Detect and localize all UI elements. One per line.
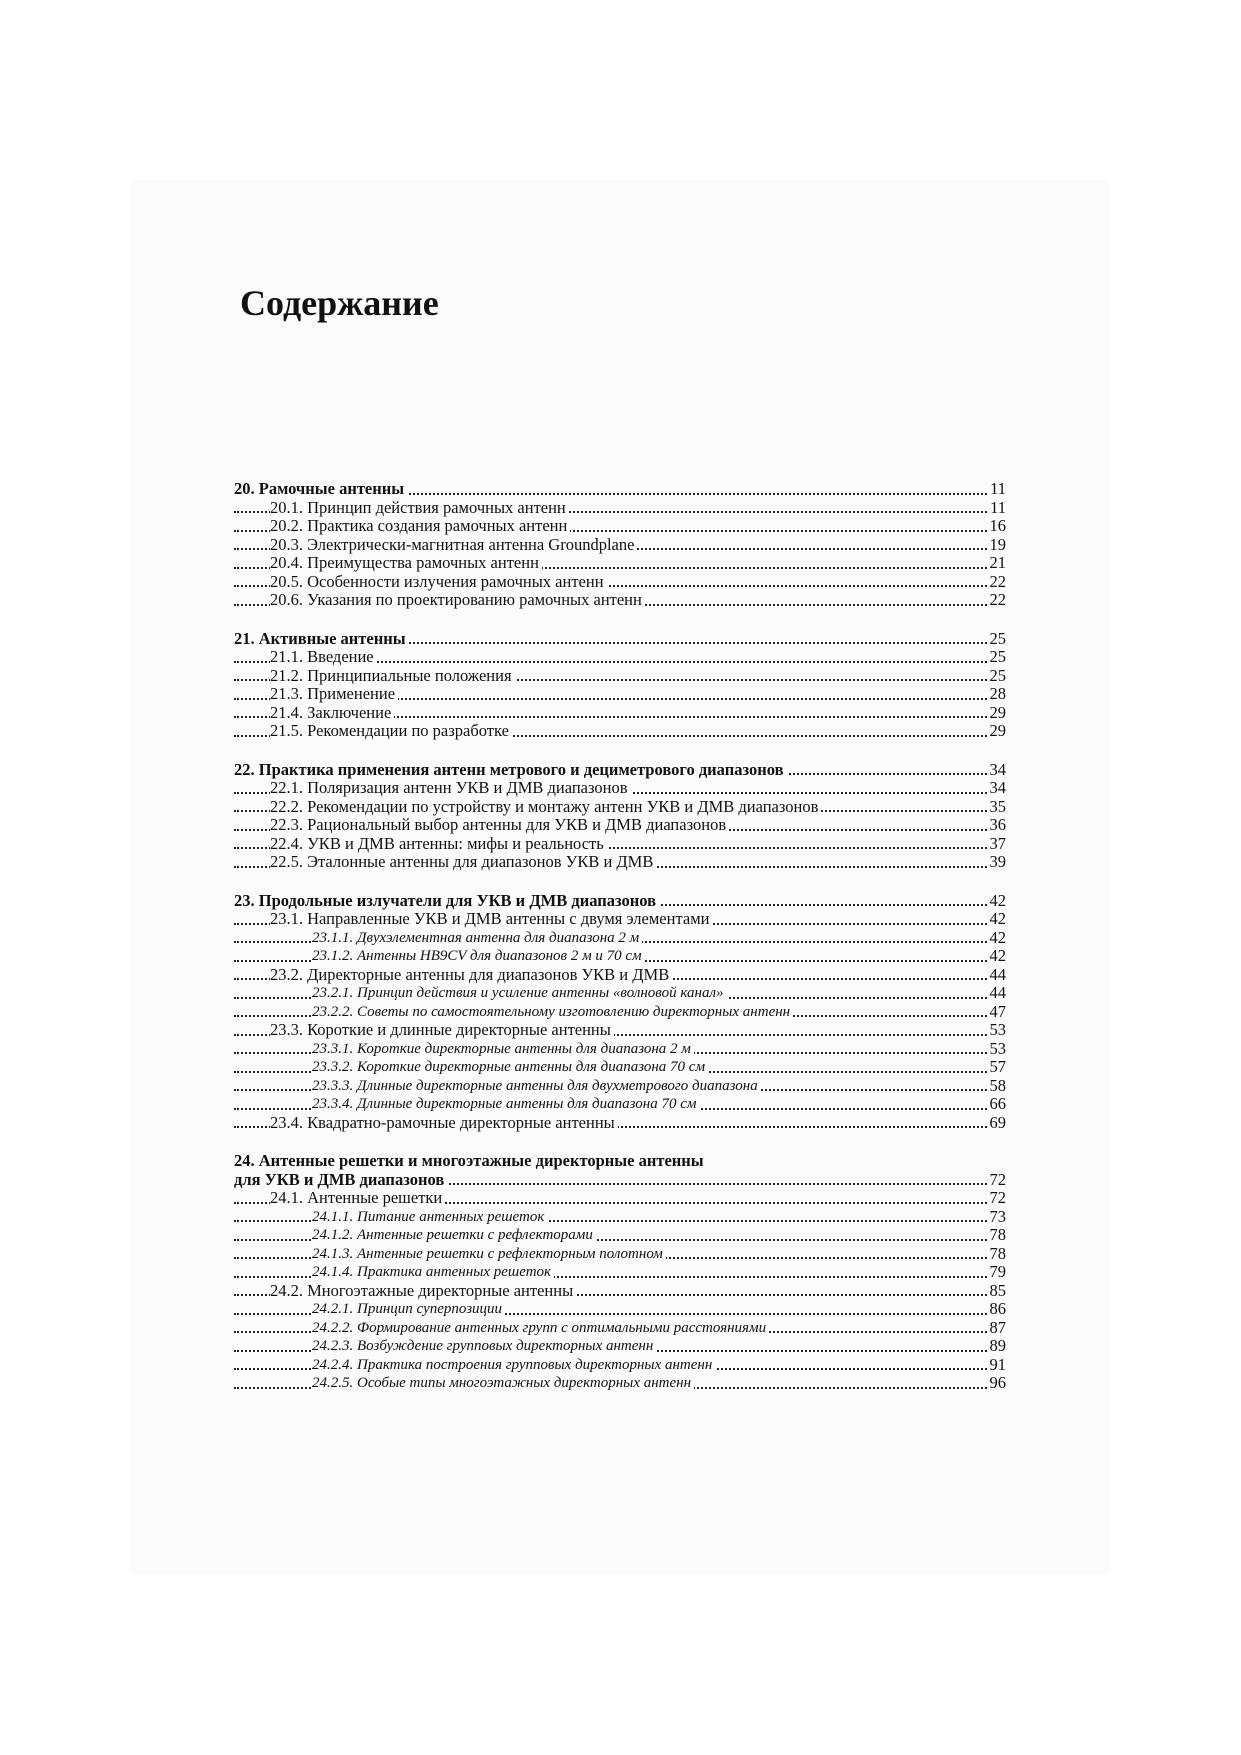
toc-page-number: 44 bbox=[987, 966, 1007, 985]
toc-entry-number: 24.2.1. bbox=[312, 1301, 354, 1317]
toc-entry-text: Принцип действия и усиление антенны «волновой канал» bbox=[357, 985, 724, 1001]
toc-entry-text: Рамочные антенны bbox=[258, 479, 405, 498]
section-gap bbox=[234, 741, 1006, 761]
toc-subsection[interactable] bbox=[234, 1337, 1006, 1356]
toc-subsection[interactable] bbox=[234, 1095, 1006, 1114]
toc-entry-number: 20. bbox=[234, 479, 255, 498]
toc-entry-title bbox=[312, 1337, 656, 1356]
toc-entry-title bbox=[270, 835, 607, 854]
toc-entry-text: Введение bbox=[307, 647, 374, 666]
toc-page-number: 11 bbox=[987, 480, 1006, 499]
toc-entry-number: 20.2. bbox=[270, 516, 303, 535]
toc-entry-text: для УКВ и ДМВ диапазонов bbox=[234, 1169, 445, 1189]
toc-entry-number: 23.3.3. bbox=[312, 1077, 354, 1094]
toc-section[interactable] bbox=[234, 835, 1006, 854]
toc-page-number: 89 bbox=[987, 1337, 1007, 1356]
toc-entry-text: Практика построения групповых директорных антенн bbox=[357, 1356, 713, 1373]
toc-page-number: 25 bbox=[987, 667, 1007, 686]
toc-page-number: 87 bbox=[987, 1319, 1007, 1338]
toc-entry-title bbox=[270, 910, 712, 929]
toc-entry-text: Поляризация антенн УКВ и ДМВ диапазонов bbox=[307, 778, 628, 797]
section-gap bbox=[234, 610, 1006, 630]
toc-entry-text: Особенности излучения рамочных антенн bbox=[307, 571, 604, 591]
toc-page-number: 28 bbox=[987, 685, 1007, 704]
toc-entry-number: 24.1.3. bbox=[312, 1245, 354, 1262]
toc-page-number: 78 bbox=[987, 1245, 1007, 1264]
toc-subsection[interactable] bbox=[234, 1208, 1006, 1227]
toc-subsection[interactable] bbox=[234, 1356, 1006, 1375]
toc-section[interactable] bbox=[234, 1114, 1006, 1133]
toc-entry-title bbox=[270, 966, 672, 985]
toc-entry-text: УКВ и ДМВ антенны: мифы и реальность bbox=[307, 833, 604, 853]
toc-subsection[interactable] bbox=[234, 1319, 1006, 1338]
toc-entry-text: Антенные решетки с рефлекторами bbox=[357, 1227, 593, 1243]
toc-subsection[interactable] bbox=[234, 929, 1006, 948]
toc-page-number: 34 bbox=[987, 779, 1007, 798]
toc-entry-number: 23.2. bbox=[270, 964, 303, 984]
toc-entry-text: Длинные директорные антенны для двухметрового диапазона bbox=[357, 1077, 758, 1094]
toc-entry-text: Эталонные антенны для диапазонов УКВ и ДМВ bbox=[307, 852, 654, 871]
toc-page-number: 36 bbox=[987, 816, 1007, 835]
toc-entry-title bbox=[312, 1374, 694, 1393]
toc-entry-number: 23.3. bbox=[270, 1020, 303, 1039]
toc-chapter[interactable] bbox=[234, 1171, 1006, 1190]
toc-entry-text: Принципиальные положения bbox=[307, 665, 512, 685]
toc-entry-title bbox=[312, 929, 642, 948]
toc-subsection[interactable] bbox=[234, 984, 1006, 1003]
toc-entry-number: 20.1. bbox=[270, 497, 303, 517]
toc-page-number: 29 bbox=[987, 704, 1007, 723]
toc-section[interactable] bbox=[234, 798, 1006, 817]
toc-entry-title bbox=[312, 1263, 554, 1282]
toc-entry-title bbox=[312, 984, 727, 1003]
toc-page-number: 22 bbox=[987, 591, 1007, 610]
toc-entry-title bbox=[270, 1021, 614, 1040]
toc-page-number: 96 bbox=[987, 1374, 1007, 1393]
toc-entry-title bbox=[270, 536, 637, 555]
toc-entry-title bbox=[312, 1077, 761, 1096]
toc-entry-text: Особые типы многоэтажных директорных антенн bbox=[357, 1375, 692, 1391]
toc-entry-title bbox=[234, 892, 659, 911]
toc-entry-text: Короткие директорные антенны для диапазона 2 м bbox=[357, 1040, 691, 1057]
toc-entry-number: 20.5. bbox=[270, 571, 303, 591]
toc-entry-text: Направленные УКВ и ДМВ антенны с двумя элементами bbox=[307, 909, 710, 928]
toc-entry-text: Короткие директорные антенны для диапазона 70 см bbox=[357, 1059, 706, 1075]
toc-entry-number: 23.3.2. bbox=[312, 1059, 354, 1075]
toc-entry-number: 23.1. bbox=[270, 909, 303, 928]
toc-entry-number: 23.4. bbox=[270, 1112, 303, 1132]
toc-entry-text: Рекомендации по разработке bbox=[307, 721, 509, 740]
toc-entry-number: 22.5. bbox=[270, 852, 303, 871]
toc-entry-text: Применение bbox=[307, 684, 396, 703]
toc-entry-number: 23.2.1. bbox=[312, 985, 354, 1001]
toc-heading-line: 24. Антенные решетки и многоэтажные директорные антенны bbox=[234, 1151, 704, 1170]
toc-entry-text: Питание антенных решеток bbox=[357, 1208, 545, 1225]
toc-section[interactable] bbox=[234, 910, 1006, 929]
toc-entry-number: 21.2. bbox=[270, 665, 303, 685]
toc-entry-title bbox=[312, 1245, 666, 1264]
toc-page-number: 73 bbox=[987, 1208, 1007, 1227]
toc-page-number: 29 bbox=[987, 722, 1007, 741]
toc-entry-number: 20.6. bbox=[270, 590, 303, 609]
toc-page-number: 66 bbox=[987, 1095, 1007, 1114]
toc-entry-number: 21. bbox=[234, 628, 255, 648]
toc-entry-title bbox=[234, 1171, 447, 1190]
toc-entry-text: Антенные решетки bbox=[307, 1188, 443, 1207]
toc-section[interactable] bbox=[234, 704, 1006, 723]
toc-entry-title bbox=[270, 779, 631, 798]
toc-section[interactable] bbox=[234, 499, 1006, 518]
toc-page-number: 72 bbox=[987, 1189, 1007, 1208]
toc-section[interactable] bbox=[234, 685, 1006, 704]
toc-section[interactable] bbox=[234, 1189, 1006, 1208]
toc-entry-text: Короткие и длинные директорные антенны bbox=[307, 1020, 611, 1039]
toc-page-number: 34 bbox=[987, 761, 1007, 780]
toc-entry-title bbox=[270, 1189, 445, 1208]
toc-page-number: 47 bbox=[987, 1003, 1007, 1022]
toc-entry-title bbox=[312, 1003, 793, 1022]
toc-section[interactable] bbox=[234, 648, 1006, 667]
toc-subsection[interactable] bbox=[234, 1003, 1006, 1022]
toc-entry-number: 24.2.5. bbox=[312, 1375, 354, 1391]
toc-entry-number: 21.4. bbox=[270, 702, 303, 722]
toc-page-number: 91 bbox=[987, 1356, 1007, 1375]
page-title: Содержание bbox=[240, 283, 439, 323]
toc-entry-title bbox=[312, 1356, 715, 1375]
toc-page-number: 25 bbox=[987, 648, 1007, 667]
toc-section[interactable] bbox=[234, 1021, 1006, 1040]
toc-entry-number: 21.1. bbox=[270, 647, 303, 666]
toc-entry-text: Антенные решетки с рефлекторным полотном bbox=[357, 1245, 663, 1262]
toc-subsection[interactable] bbox=[234, 1058, 1006, 1077]
toc-page-number: 86 bbox=[987, 1300, 1007, 1319]
toc-entry-title bbox=[270, 798, 821, 817]
toc-entry-text: Преимущества рамочных антенн bbox=[307, 553, 539, 572]
toc-entry-number: 24.2.3. bbox=[312, 1338, 354, 1354]
toc-page-number: 21 bbox=[987, 554, 1007, 573]
toc-entry-title bbox=[270, 704, 394, 723]
toc-entry-title bbox=[234, 630, 409, 649]
toc-entry-number: 22.1. bbox=[270, 778, 303, 797]
toc-entry-text: Электрически-магнитная антенна Groundplane bbox=[307, 534, 635, 554]
toc-section[interactable] bbox=[234, 536, 1006, 555]
toc-entry-text: Советы по самостоятельному изготовлению директорных антенн bbox=[357, 1003, 791, 1020]
toc-entry-text: Указания по проектированию рамочных антенн bbox=[307, 590, 642, 609]
toc-page-number: 42 bbox=[987, 892, 1007, 911]
toc-entry-number: 22.3. bbox=[270, 815, 303, 834]
section-gap bbox=[234, 872, 1006, 892]
toc-page-number: 16 bbox=[987, 517, 1007, 536]
toc-entry-title bbox=[312, 1095, 699, 1114]
toc-entry-text: Квадратно-рамочные директорные антенны bbox=[307, 1112, 615, 1132]
toc-entry-title bbox=[270, 1282, 576, 1301]
toc-entry-title bbox=[312, 1226, 596, 1245]
toc-subsection[interactable] bbox=[234, 1040, 1006, 1059]
toc-entry-number: 20.4. bbox=[270, 553, 303, 572]
toc-page-number: 53 bbox=[987, 1021, 1007, 1040]
toc-entry-text: Длинные директорные антенны для диапазона 70 см bbox=[357, 1096, 697, 1112]
toc-subsection[interactable] bbox=[234, 947, 1006, 966]
toc-subsection[interactable] bbox=[234, 1300, 1006, 1319]
toc-entry-text: Формирование антенных групп с оптимальными расстояниями bbox=[357, 1319, 767, 1336]
toc-page-number: 42 bbox=[987, 910, 1007, 929]
toc-entry-title bbox=[270, 722, 512, 741]
toc-entry-text: Принцип суперпозиции bbox=[357, 1301, 503, 1317]
toc-entry-text: Активные антенны bbox=[258, 628, 406, 648]
toc-section[interactable] bbox=[234, 517, 1006, 536]
toc-entry-number: 20.3. bbox=[270, 534, 303, 554]
toc-entry-number: 22.4. bbox=[270, 833, 303, 853]
toc-page-number: 85 bbox=[987, 1282, 1007, 1301]
toc-page-number: 53 bbox=[987, 1040, 1007, 1059]
toc-entry-title bbox=[312, 947, 645, 966]
toc-entry-number: 23.1.1. bbox=[312, 929, 354, 946]
toc-page-number: 37 bbox=[987, 835, 1007, 854]
toc-page-number: 44 bbox=[987, 984, 1007, 1003]
toc-entry-number: 23.1.2. bbox=[312, 948, 354, 964]
toc-entry-text: Заключение bbox=[307, 702, 392, 722]
toc-page-number: 22 bbox=[987, 573, 1007, 592]
toc-chapter[interactable] bbox=[234, 761, 1006, 780]
toc-entry-text: Практика создания рамочных антенн bbox=[307, 516, 568, 535]
toc-entry-text: Антенны HB9CV для диапазонов 2 м и 70 см bbox=[357, 948, 642, 964]
toc-entry-number: 21.5. bbox=[270, 721, 303, 740]
toc-chapter[interactable] bbox=[234, 480, 1006, 499]
toc-page-number: 25 bbox=[987, 630, 1007, 649]
toc-entry-title bbox=[270, 517, 570, 536]
toc-entry-number: 22.2. bbox=[270, 796, 303, 816]
toc-section[interactable] bbox=[234, 779, 1006, 798]
toc-entry-number: 23.3.1. bbox=[312, 1040, 354, 1057]
toc-section[interactable] bbox=[234, 667, 1006, 686]
toc-page-number: 42 bbox=[987, 947, 1007, 966]
toc-entry-number: 24.1.1. bbox=[312, 1208, 354, 1225]
toc-subsection[interactable] bbox=[234, 1245, 1006, 1264]
toc-entry-number: 24.1. bbox=[270, 1188, 303, 1207]
toc-page-number: 58 bbox=[987, 1077, 1007, 1096]
toc-page-number: 39 bbox=[987, 853, 1007, 872]
toc-entry-title bbox=[270, 499, 569, 518]
toc-entry-number: 24.1.4. bbox=[312, 1264, 354, 1280]
toc-page-number: 79 bbox=[987, 1263, 1007, 1282]
toc-entry-number: 24.2. bbox=[270, 1280, 303, 1300]
toc-page-number: 19 bbox=[987, 536, 1007, 555]
toc-entry-text: Практика антенных решеток bbox=[357, 1264, 552, 1280]
toc-entry-number: 23. bbox=[234, 890, 255, 910]
toc-entry-text: Практика применения антенн метрового и дециметрового диапазонов bbox=[258, 759, 784, 779]
toc-entry-number: 24.2.2. bbox=[312, 1319, 354, 1336]
toc-entry-text: Принцип действия рамочных антенн bbox=[307, 497, 566, 517]
toc-section[interactable] bbox=[234, 591, 1006, 610]
toc-subsection[interactable] bbox=[234, 1374, 1006, 1393]
toc-entry-text: Рекомендации по устройству и монтажу антенн УКВ и ДМВ диапазонов bbox=[307, 796, 819, 816]
toc-chapter[interactable] bbox=[234, 630, 1006, 649]
toc-page-number: 35 bbox=[987, 798, 1007, 817]
toc-entry-title bbox=[270, 591, 645, 610]
toc-entry-title bbox=[270, 685, 398, 704]
toc-entry-title bbox=[312, 1319, 769, 1338]
toc-entry-title bbox=[270, 573, 607, 592]
toc-subsection[interactable] bbox=[234, 1263, 1006, 1282]
toc-entry-number: 21.3. bbox=[270, 684, 303, 703]
toc-section[interactable] bbox=[234, 853, 1006, 872]
toc-entry-title bbox=[234, 761, 787, 780]
toc-entry-text: Возбуждение групповых директорных антенн bbox=[357, 1338, 654, 1354]
toc-entry-title bbox=[270, 667, 515, 686]
section-gap bbox=[234, 1132, 1006, 1152]
toc-page-number: 42 bbox=[987, 929, 1007, 948]
toc-entry-title bbox=[312, 1300, 505, 1319]
toc-entry-title bbox=[270, 648, 377, 667]
toc-page-number: 72 bbox=[987, 1171, 1007, 1190]
table-of-contents bbox=[234, 480, 1006, 1393]
toc-entry-text: Рациональный выбор антенны для УКВ и ДМВ диапазонов bbox=[307, 815, 727, 834]
toc-entry-number: 24.2.4. bbox=[312, 1356, 354, 1373]
toc-section[interactable] bbox=[234, 554, 1006, 573]
toc-page-number: 11 bbox=[987, 499, 1006, 518]
toc-entry-text: Многоэтажные директорные антенны bbox=[307, 1280, 574, 1300]
toc-page-number: 69 bbox=[987, 1114, 1007, 1133]
toc-entry-number: 22. bbox=[234, 759, 255, 779]
toc-section[interactable] bbox=[234, 573, 1006, 592]
toc-entry-title bbox=[270, 554, 542, 573]
toc-entry-number: 23.2.2. bbox=[312, 1003, 354, 1020]
toc-entry-text: Директорные антенны для диапазонов УКВ и ДМВ bbox=[307, 964, 670, 984]
toc-entry-title bbox=[234, 480, 407, 499]
toc-entry-title bbox=[312, 1058, 708, 1077]
toc-page-number: 78 bbox=[987, 1226, 1007, 1245]
toc-entry-number: 24.1.2. bbox=[312, 1227, 354, 1243]
toc-entry-title bbox=[270, 853, 656, 872]
toc-entry-text: Продольные излучатели для УКВ и ДМВ диапазонов bbox=[258, 890, 657, 910]
toc-section[interactable] bbox=[234, 722, 1006, 741]
toc-entry-title bbox=[312, 1208, 547, 1227]
toc-chapter[interactable] bbox=[234, 892, 1006, 911]
toc-page-number: 57 bbox=[987, 1058, 1007, 1077]
toc-section[interactable] bbox=[234, 816, 1006, 835]
toc-entry-title bbox=[270, 1114, 618, 1133]
toc-entry-title bbox=[270, 816, 729, 835]
toc-section[interactable] bbox=[234, 1282, 1006, 1301]
toc-subsection[interactable] bbox=[234, 1226, 1006, 1245]
toc-entry-text: Двухэлементная антенна для диапазона 2 м bbox=[357, 929, 640, 946]
toc-entry-number: 23.3.4. bbox=[312, 1096, 354, 1112]
toc-section[interactable] bbox=[234, 966, 1006, 985]
toc-subsection[interactable] bbox=[234, 1077, 1006, 1096]
toc-entry-title bbox=[312, 1040, 694, 1059]
